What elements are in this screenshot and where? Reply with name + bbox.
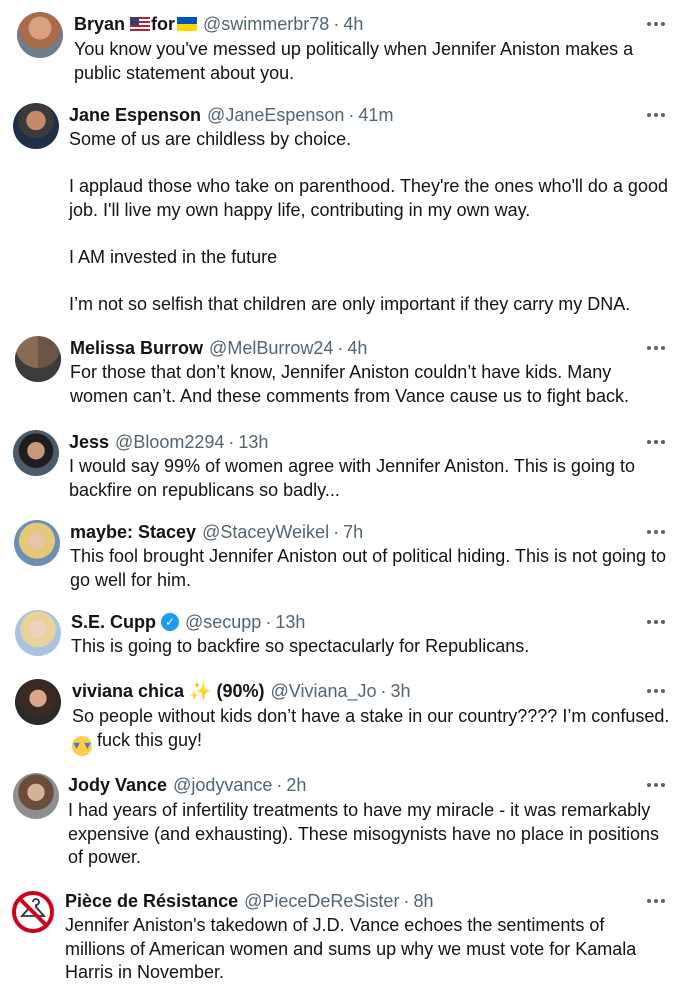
author-name[interactable]: Melissa Burrow bbox=[70, 337, 204, 358]
avatar[interactable] bbox=[15, 610, 61, 656]
avatar[interactable] bbox=[15, 336, 61, 382]
author-handle[interactable]: @PieceDeReSister bbox=[244, 890, 400, 911]
tweet-text: I had years of infertility treatments to have my miracle - it was remarkably expensive (and exhausting). These misogynists have no place in positions of power. bbox=[68, 800, 660, 867]
timestamp[interactable]: 4h bbox=[347, 337, 368, 358]
more-options-icon[interactable] bbox=[644, 432, 668, 452]
loudly-crying-face-emoji: ▼▼ bbox=[72, 736, 92, 756]
avatar[interactable] bbox=[13, 773, 59, 819]
more-options-icon[interactable] bbox=[644, 14, 668, 34]
tweet-text: So people without kids don’t have a stake in our country???? I’m confused. bbox=[72, 706, 670, 726]
tweet-text: I would say 99% of women agree with Jennifer Aniston. This is going to backfire on republicans so badly... bbox=[69, 456, 635, 500]
tweet-text: Jennifer Aniston's takedown of J.D. Vance echoes the sentiments of millions of American women and sums up why we must vote for Kamala Harris in November. bbox=[65, 915, 637, 982]
sparkle-emoji: ✨ bbox=[189, 680, 212, 701]
separator-dot: · bbox=[265, 611, 272, 632]
timestamp[interactable]: 13h bbox=[238, 431, 269, 452]
avatar[interactable] bbox=[13, 103, 59, 149]
more-options-icon[interactable] bbox=[644, 105, 668, 125]
us-flag-emoji bbox=[130, 17, 150, 31]
separator-dot: · bbox=[403, 890, 410, 911]
author-name[interactable]: maybe: Stacey bbox=[70, 521, 197, 542]
timestamp[interactable]: 2h bbox=[286, 774, 307, 795]
author-handle[interactable]: @JaneEspenson bbox=[207, 104, 345, 125]
more-options-icon[interactable] bbox=[644, 612, 668, 632]
avatar[interactable] bbox=[17, 12, 63, 58]
no-hanger-icon[interactable] bbox=[10, 889, 56, 935]
author-name-suffix: for bbox=[151, 13, 176, 34]
author-name-suffix: (90%) bbox=[216, 680, 265, 701]
tweet-text: For those that don’t know, Jennifer Aniston couldn’t have kids. Many women can’t. And these comments from Vance cause us to fight back. bbox=[70, 362, 629, 406]
author-name[interactable]: Jess bbox=[69, 431, 110, 452]
separator-dot: · bbox=[333, 13, 340, 34]
tweet-text-block bbox=[72, 705, 669, 756]
author-handle[interactable]: @Bloom2294 bbox=[115, 431, 225, 452]
author-name[interactable]: viviana chica bbox=[72, 680, 185, 701]
timestamp[interactable]: 3h bbox=[390, 680, 411, 701]
separator-dot: · bbox=[337, 337, 344, 358]
author-name[interactable]: S.E. Cupp bbox=[71, 611, 156, 632]
separator-dot: · bbox=[380, 680, 387, 701]
avatar[interactable] bbox=[15, 679, 61, 725]
tweet-text: Some of us are childless by choice. I applaud those who take on parenthood. They're the ones who'll do a good job. I'll live my own happy life, contributing in my own way. I AM invested in the future I’m not so selfish that children are only important if they carry my DNA. bbox=[69, 129, 668, 314]
more-options-icon[interactable] bbox=[644, 891, 668, 911]
timestamp[interactable]: 8h bbox=[413, 890, 434, 911]
separator-dot: · bbox=[348, 104, 355, 125]
tweet-text: You know you've messed up politically when Jennifer Aniston makes a public statement about you. bbox=[74, 39, 634, 83]
tweet-text: This fool brought Jennifer Aniston out of political hiding. This is not going to go well for him. bbox=[70, 546, 667, 590]
tweet-text: This is going to backfire so spectacularly for Republicans. bbox=[71, 636, 530, 656]
timestamp[interactable]: 41m bbox=[358, 104, 394, 125]
avatar[interactable] bbox=[14, 520, 60, 566]
author-handle[interactable]: @swimmerbr78 bbox=[203, 13, 330, 34]
author-handle[interactable]: @jodyvance bbox=[173, 774, 273, 795]
separator-dot: · bbox=[228, 431, 235, 452]
separator-dot: · bbox=[276, 774, 283, 795]
ukraine-flag-emoji bbox=[177, 17, 197, 31]
timestamp[interactable]: 4h bbox=[343, 13, 364, 34]
author-name[interactable]: Jody Vance bbox=[68, 774, 168, 795]
more-options-icon[interactable] bbox=[644, 681, 668, 701]
author-name[interactable]: Jane Espenson bbox=[69, 104, 202, 125]
author-handle[interactable]: @secupp bbox=[185, 611, 262, 632]
timestamp[interactable]: 7h bbox=[343, 521, 364, 542]
separator-dot: · bbox=[333, 521, 340, 542]
verified-badge-icon: ✓ bbox=[161, 613, 179, 631]
avatar[interactable] bbox=[13, 430, 59, 476]
author-handle[interactable]: @StaceyWeikel bbox=[202, 521, 330, 542]
tweet-text-continued: fuck this guy! bbox=[92, 729, 203, 750]
author-handle[interactable]: @MelBurrow24 bbox=[209, 337, 334, 358]
author-name[interactable]: Pièce de Résistance bbox=[65, 890, 239, 911]
more-options-icon[interactable] bbox=[644, 522, 668, 542]
author-name[interactable]: Bryan bbox=[74, 13, 126, 34]
more-options-icon[interactable] bbox=[644, 338, 668, 358]
timestamp[interactable]: 13h bbox=[275, 611, 306, 632]
more-options-icon[interactable] bbox=[644, 775, 668, 795]
author-handle[interactable]: @Viviana_Jo bbox=[270, 680, 377, 701]
